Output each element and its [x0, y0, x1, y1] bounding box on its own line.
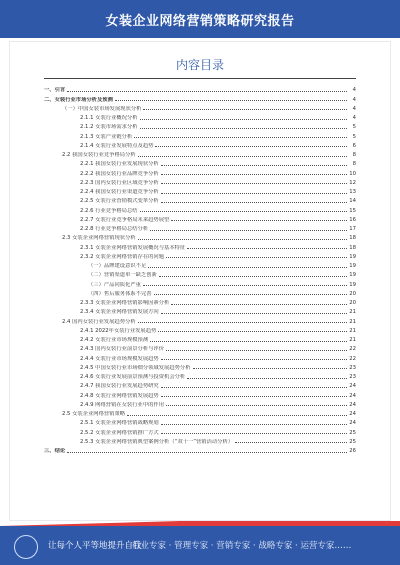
toc-entry-page: 18 [349, 244, 356, 251]
toc-entry-page: 16 [349, 216, 356, 223]
toc-entry-title: 2.4.8 女装行业网络营销发展趋势 [80, 392, 159, 399]
toc-dot-leader [166, 405, 347, 406]
toc-entry-title: 2.2 我国女装行业竞争格局分析 [62, 152, 136, 158]
toc-entry[interactable] [44, 325, 356, 334]
toc-entry-page: 21 [349, 337, 356, 343]
toc-entry-page: 4 [352, 96, 356, 103]
toc-entry-page: 20 [349, 290, 356, 297]
toc-entry-page: 24 [349, 420, 356, 427]
toc-entry-title: 2.2.2 我国女装行业品牌竞争分析 [80, 170, 159, 177]
toc-entry-title: 2.4.6 女装行业发展前景预测与投资机会分析 [80, 374, 186, 380]
toc-entry-page: 17 [349, 226, 356, 232]
toc-entry-title: （四）售后服务体系不完善 [88, 290, 152, 297]
toc-entry-page: 26 [349, 448, 356, 454]
toc-entry[interactable] [44, 241, 356, 250]
toc-dot-leader [161, 396, 347, 397]
toc-entry[interactable] [44, 417, 356, 426]
toc-entry-page: 18 [349, 235, 356, 242]
toc-entry-title: 2.2.3 国内女装行业区域竞争分析 [80, 179, 159, 186]
toc-dot-leader [67, 91, 347, 92]
toc-dot-leader [148, 267, 347, 268]
toc-entry[interactable] [44, 436, 356, 445]
toc-entry-page: 12 [349, 179, 356, 186]
toc-entry[interactable] [44, 278, 356, 287]
toc-dot-leader [140, 119, 347, 120]
toc-entry[interactable] [44, 186, 356, 195]
toc-entry-title: 2.4 国内女装行业发展趋势分析 [62, 318, 136, 325]
toc-entry[interactable] [44, 343, 356, 352]
toc-dot-leader [159, 276, 347, 277]
toc-entry[interactable] [44, 112, 356, 121]
toc-entry[interactable] [44, 288, 356, 297]
toc-entry[interactable] [44, 140, 356, 149]
footer-tags: 行业专家 · 管理专家 · 营销专家 · 战略专家 · 运营专家…… [132, 541, 352, 551]
toc-entry-title: 2.4.2 女装行业市场规模预测 [80, 337, 149, 343]
toc-entry-title: 2.4.9 网络营销在女装行业中的作用 [80, 401, 165, 408]
toc-entry-page: 10 [349, 170, 356, 177]
report-title: 女装企业网络营销策略研究报告 [105, 13, 295, 29]
toc-entry-title: 2.4.7 我国女装行业发展趋势研究 [80, 383, 159, 390]
toc-entry-title: （二）营销渠道单一缺乏创新 [88, 272, 157, 279]
toc-entry-page: 21 [349, 309, 356, 316]
toc-entry-page: 19 [349, 281, 356, 288]
toc-dot-leader [161, 174, 347, 175]
toc-entry-page: 21 [349, 318, 356, 325]
toc-dot-leader [158, 331, 347, 332]
toc-entry-title: 2.2.8 行业竞争格局总结分析 [80, 226, 149, 232]
footer-slogan: 让每个人平等地提升自我 [48, 541, 142, 551]
toc-dot-leader [138, 239, 347, 240]
toc-entry-title: 2.1.2 女装市场需求分析 [80, 124, 138, 131]
toc-entry-page: 5 [352, 133, 356, 140]
toc-entry[interactable] [44, 130, 356, 139]
toc-entry-page: 19 [349, 272, 356, 279]
toc-entry-page: 19 [349, 253, 356, 260]
toc-entry-page: 19 [349, 263, 356, 269]
toc-entry-page: 8 [352, 161, 356, 168]
toc-dot-leader [134, 137, 347, 138]
toc-entry-title: 2.3.1 女装企业网络营销发展概况与基本特征 [80, 244, 186, 251]
toc-entry[interactable] [44, 214, 356, 223]
toc-entry-page: 24 [349, 401, 356, 408]
toc-entry-title: 2.5.3 女装企业网络营销典型案例分析（“双十一”营销活动分析） [80, 438, 234, 445]
toc-entry-page: 6 [352, 142, 356, 149]
toc-dot-leader [187, 378, 347, 379]
toc-dot-leader [140, 211, 347, 212]
toc-entry-title: 2.3.4 女装企业网络营销发展方向 [80, 309, 159, 316]
toc-entry-title: 2.3.2 女装企业网络营销存在的问题 [80, 253, 165, 260]
toc-entry-title: 二、女装行业市场分析及预测 [44, 96, 113, 103]
toc-entry[interactable] [44, 121, 356, 130]
toc-dot-leader [150, 341, 347, 342]
toc-dot-leader [154, 294, 347, 295]
toc-entry-page: 8 [352, 152, 356, 158]
toc-entry-title: （三）产品同质化严重 [88, 281, 141, 288]
toc-entry[interactable] [44, 399, 356, 408]
toc-dot-leader [171, 304, 347, 305]
toc-entry[interactable] [44, 426, 356, 435]
toc-dot-leader [161, 359, 347, 360]
toc-entry-page: 25 [349, 429, 356, 436]
toc-entry-page: 21 [349, 327, 356, 334]
toc-entry-title: 2.5.2 女装企业网络营销推广方式 [80, 429, 159, 436]
toc-dot-leader [187, 248, 347, 249]
toc-dot-leader [161, 313, 347, 314]
toc-entry[interactable] [44, 149, 356, 158]
toc-entry-title: （一）品牌建设意识不足 [88, 263, 147, 269]
toc-dot-leader [166, 257, 347, 258]
toc-entry-title: 2.4.1 2022年女装行业发展趋势 [80, 327, 157, 334]
logo-icon [14, 535, 38, 559]
toc-dot-leader [115, 100, 347, 101]
toc-dot-leader [161, 387, 347, 388]
toc-heading: 内容目录 [175, 58, 224, 72]
toc-dot-leader [161, 165, 347, 166]
toc-entry-title: 2.4.5 中国女装行业市场细分领域发展趋势分析 [80, 364, 191, 371]
toc-entry-page: 24 [349, 411, 356, 417]
footer-banner [0, 521, 400, 565]
toc-entry[interactable] [44, 93, 356, 102]
toc-entry-title: 2.1.1 女装行业概况分析 [80, 115, 138, 121]
toc-entry-title: 2.2.6 行业竞争格局总结 [80, 207, 138, 214]
toc-dot-leader [138, 156, 347, 157]
toc-entry-page: 4 [352, 105, 356, 112]
toc-entry[interactable] [44, 158, 356, 167]
toc-entry[interactable] [44, 445, 356, 454]
toc-dot-leader [161, 183, 347, 184]
toc-dot-leader [235, 442, 347, 443]
toc-entry-title: 2.1.3 女装产业链分析 [80, 133, 133, 140]
toc-entry-page: 25 [349, 438, 356, 445]
toc-entry-page: 24 [349, 383, 356, 390]
toc-entry-page: 4 [352, 115, 356, 121]
toc-entry-page: 15 [349, 207, 356, 214]
toc-entry[interactable] [44, 334, 356, 343]
toc-entry-page: 13 [349, 189, 356, 195]
toc-dot-leader [155, 146, 347, 147]
toc-dot-leader [138, 322, 347, 323]
toc-entry[interactable] [44, 408, 356, 417]
toc-entry-title: 2.5.1 女装企业网络营销战略规划 [80, 420, 159, 427]
toc-entry-page: 20 [349, 300, 356, 306]
toc-entry[interactable] [44, 251, 356, 260]
toc-dot-leader [171, 220, 347, 221]
toc-entry-title: 2.5 女装企业网络营销策略 [62, 411, 126, 417]
toc-entry[interactable] [44, 232, 356, 241]
toc-dot-leader [67, 452, 347, 453]
toc-dot-leader [166, 350, 347, 351]
document-page [10, 42, 390, 520]
toc-entry-title: 2.2.5 女装行业营销模式变革分析 [80, 198, 159, 205]
toc-entry[interactable] [44, 103, 356, 112]
toc-entry[interactable] [44, 269, 356, 278]
toc-entry-title: 2.2.1 我国女装行业发展现状分析 [80, 161, 159, 168]
toc-entry[interactable] [44, 315, 356, 324]
toc-entry-title: 2.4.4 女装行业市场规模发展趋势 [80, 355, 159, 362]
toc-dot-leader [143, 285, 347, 286]
toc-dot-leader [143, 109, 347, 110]
toc-entry-page: 14 [349, 198, 356, 205]
table-of-contents [44, 84, 356, 454]
toc-entry-title: 2.4.3 国内女装行业前景分析与评价 [80, 346, 165, 353]
toc-dot-leader [161, 433, 347, 434]
toc-entry-title: 2.2.4 我国女装行业渠道竞争分析 [80, 189, 159, 195]
toc-divider [44, 78, 356, 79]
toc-dot-leader [161, 202, 347, 203]
toc-dot-leader [161, 424, 347, 425]
toc-entry[interactable] [44, 260, 356, 269]
toc-entry[interactable] [44, 362, 356, 371]
report-header [0, 0, 400, 38]
toc-entry-title: （一）中国女装市场发展现状分析 [62, 105, 142, 112]
toc-entry-page: 23 [349, 364, 356, 371]
toc-entry[interactable] [44, 204, 356, 213]
toc-dot-leader [161, 193, 347, 194]
toc-entry-page: 24 [349, 392, 356, 399]
toc-dot-leader [150, 230, 347, 231]
toc-entry-title: 三、结论 [44, 448, 66, 454]
toc-entry[interactable] [44, 195, 356, 204]
toc-entry[interactable] [44, 352, 356, 361]
toc-entry[interactable] [44, 223, 356, 232]
toc-entry-page: 22 [349, 346, 356, 353]
toc-entry[interactable] [44, 297, 356, 306]
toc-entry-page: 5 [352, 124, 356, 131]
toc-entry[interactable] [44, 389, 356, 398]
toc-entry-title: 2.3.3 女装企业网络营销影响因素分析 [80, 300, 170, 306]
toc-entry[interactable] [44, 167, 356, 176]
toc-entry-page: 4 [352, 87, 356, 94]
toc-entry-title: 2.3 女装企业网络营销现状分析 [62, 235, 136, 242]
toc-entry[interactable] [44, 380, 356, 389]
toc-entry[interactable] [44, 84, 356, 93]
toc-entry[interactable] [44, 371, 356, 380]
toc-entry[interactable] [44, 177, 356, 186]
toc-dot-leader [127, 415, 347, 416]
toc-entry-title: 一、引言 [44, 87, 66, 94]
toc-dot-leader [193, 368, 347, 369]
toc-entry[interactable] [44, 306, 356, 315]
toc-entry-page: 23 [349, 374, 356, 380]
toc-dot-leader [140, 128, 347, 129]
toc-entry-page: 22 [349, 355, 356, 362]
footer-accent-cut [0, 521, 180, 526]
toc-entry-title: 2.2.7 女装行业竞争格局未来趋势展望 [80, 216, 170, 223]
toc-entry-title: 2.1.4 女装行业发展特点及趋势 [80, 142, 154, 149]
